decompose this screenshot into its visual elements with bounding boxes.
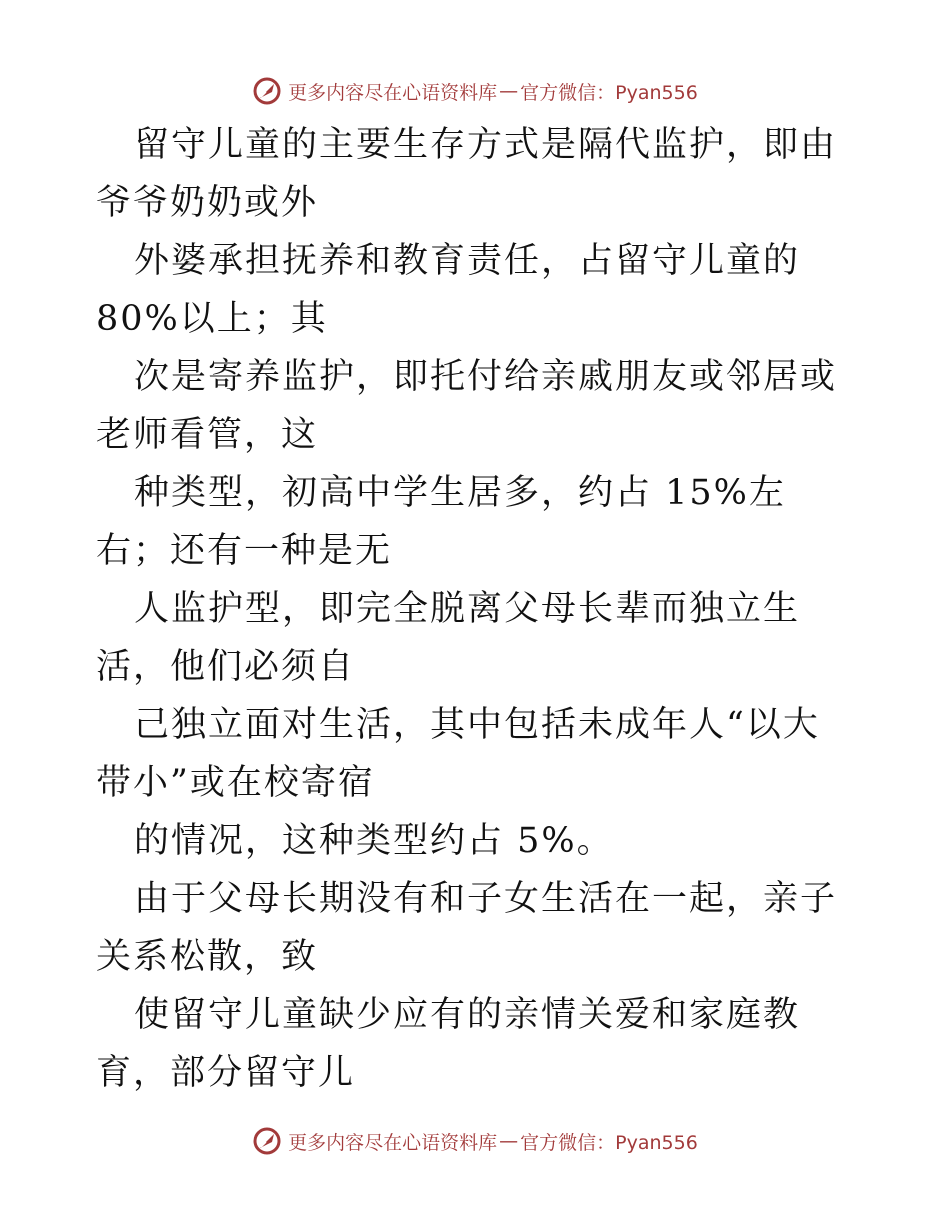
quill-logo-icon	[252, 1126, 282, 1156]
paragraph: 外婆承担抚养和教育责任，占留守儿童的 80%以上；其	[96, 241, 801, 339]
header-banner-contact: 官方微信：Pyan556	[520, 81, 698, 104]
header-banner-separator: —	[499, 80, 519, 102]
header-banner-text: 更多内容尽在心语资料库	[288, 81, 498, 104]
footer-banner-separator: —	[499, 1130, 519, 1152]
page-header-banner	[0, 71, 950, 111]
paragraph: 的情况，这种类型约占 5%。	[134, 821, 614, 861]
paragraph: 种类型，初高中学生居多，约占 15%左右；还有一种是无	[96, 473, 786, 571]
paragraph: 人监护型，即完全脱离父母长辈而独立生活，他们必须自	[96, 589, 801, 687]
paragraph: 己独立面对生活，其中包括未成年人“以大带小”或在校寄宿	[96, 705, 820, 803]
page-footer-banner	[0, 1121, 950, 1161]
document-body	[96, 116, 856, 1102]
paragraph: 使留守儿童缺少应有的亲情关爱和家庭教育，部分留守儿	[96, 995, 801, 1093]
footer-banner-contact: 官方微信：Pyan556	[520, 1131, 698, 1154]
footer-banner-text: 更多内容尽在心语资料库	[288, 1131, 498, 1154]
paragraph: 留守儿童的主要生存方式是隔代监护，即由爷爷奶奶或外	[96, 125, 838, 223]
paragraph: 次是寄养监护，即托付给亲戚朋友或邻居或老师看管，这	[96, 357, 838, 455]
paragraph: 由于父母长期没有和子女生活在一起，亲子关系松散，致	[96, 879, 838, 977]
quill-logo-icon	[252, 76, 282, 106]
